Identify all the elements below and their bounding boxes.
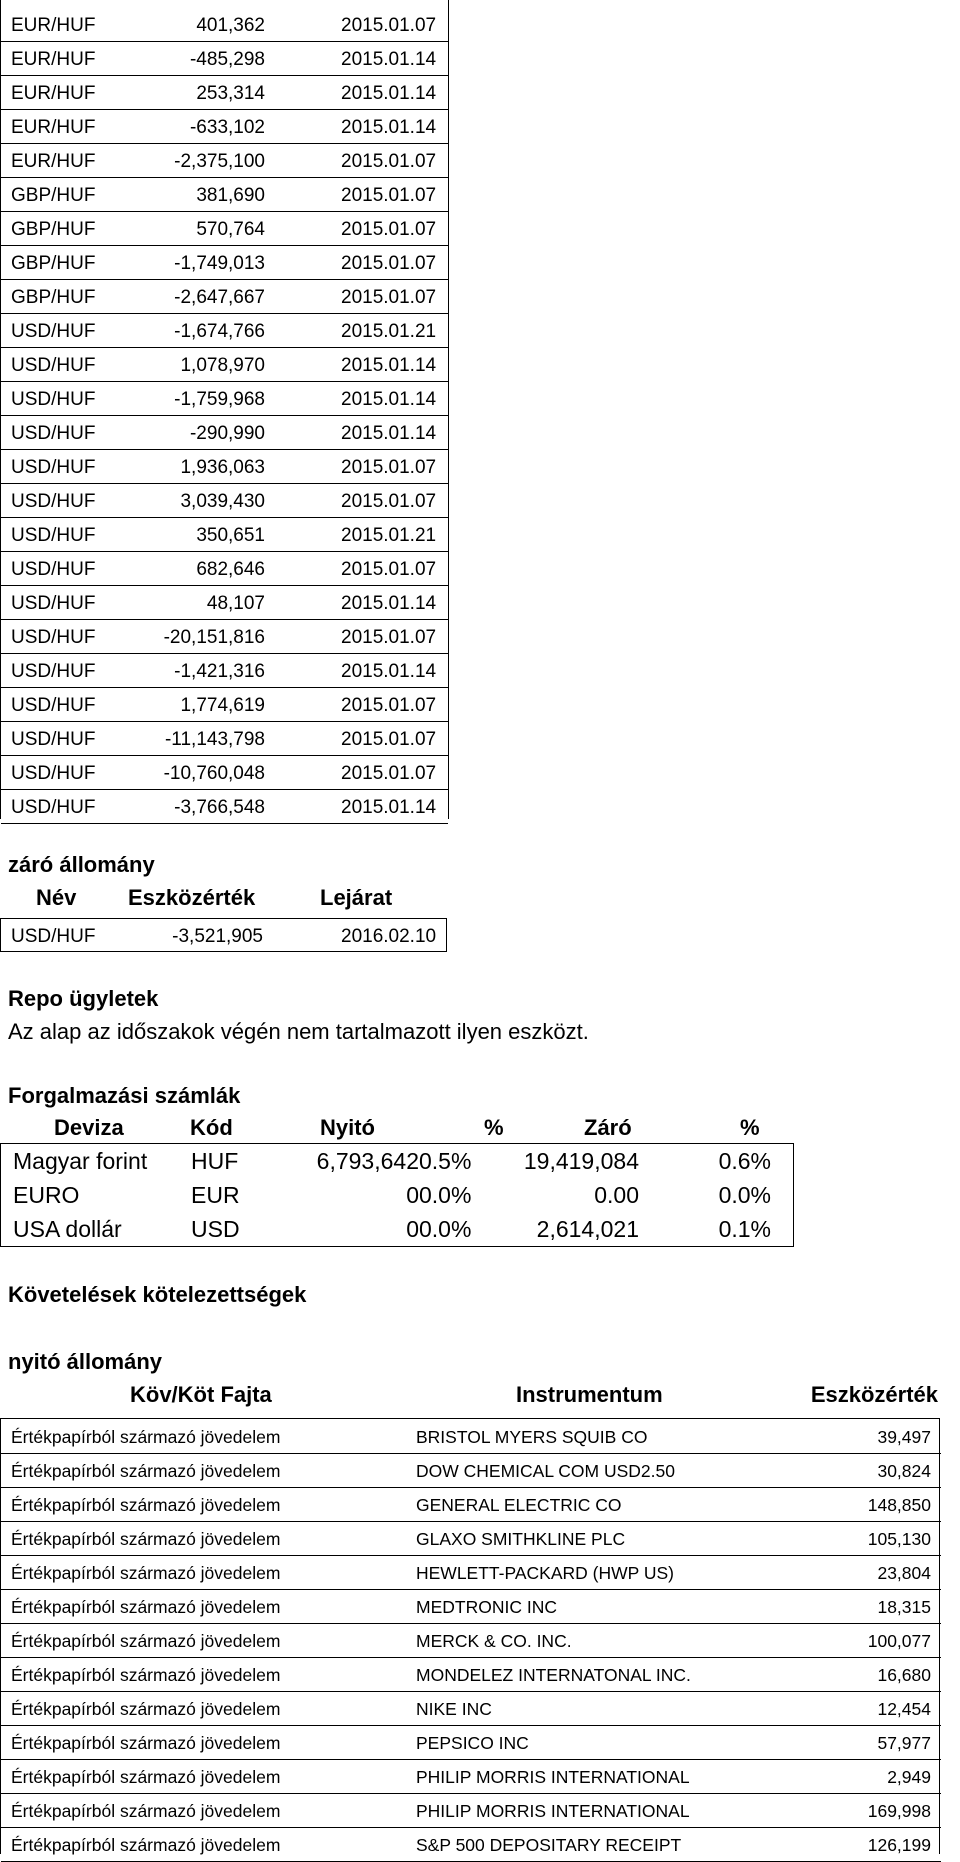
derivative-row [1, 280, 448, 314]
derivative-name: USD/HUF [11, 797, 96, 818]
derivative-date: 2015.01.07 [341, 729, 437, 750]
derivative-value: 1,774,619 [180, 695, 265, 716]
account-pct-open: 0.5% [419, 1148, 472, 1174]
closing-row-date: 2016.02.10 [341, 926, 437, 947]
receivables-title: Követelések kötelezettségek [8, 1282, 307, 1307]
derivative-value: 253,314 [196, 83, 265, 104]
derivative-value: 401,362 [196, 15, 265, 36]
receivables-header-instrument: Instrumentum [516, 1382, 663, 1407]
account-pct-open: 0.0% [419, 1216, 472, 1242]
receivable-value: 12,454 [877, 1699, 931, 1719]
accounts-header-pct2: % [740, 1115, 760, 1140]
derivative-date: 2015.01.21 [341, 321, 437, 342]
derivative-date: 2015.01.07 [341, 695, 437, 716]
receivable-instrument: BRISTOL MYERS SQUIB CO [416, 1427, 648, 1447]
account-row [1, 1144, 795, 1178]
derivative-value: -485,298 [189, 49, 265, 70]
derivative-name: USD/HUF [11, 763, 96, 784]
account-close: 2,614,021 [536, 1216, 639, 1242]
derivative-value: -2,375,100 [174, 151, 265, 172]
derivative-row [1, 246, 448, 280]
derivative-date: 2015.01.21 [341, 525, 437, 546]
derivative-value: -633,102 [189, 117, 265, 138]
derivative-value: -2,647,667 [174, 287, 265, 308]
receivable-row [1, 1827, 941, 1861]
receivable-type: Értékpapírból származó jövedelem [11, 1427, 281, 1447]
receivable-type: Értékpapírból származó jövedelem [11, 1835, 281, 1855]
derivative-row [1, 790, 448, 824]
account-row [1, 1178, 795, 1212]
receivable-row [1, 1759, 941, 1793]
receivable-type: Értékpapírból származó jövedelem [11, 1699, 281, 1719]
derivative-name: USD/HUF [11, 457, 96, 478]
repo-title: Repo ügyletek [8, 986, 159, 1011]
closing-header-value: Eszközérték [128, 885, 256, 910]
account-code: EUR [191, 1182, 240, 1208]
accounts-header-open: Nyitó [320, 1115, 375, 1140]
derivative-value: 48,107 [206, 593, 265, 614]
derivative-name: EUR/HUF [11, 83, 96, 104]
receivable-row [1, 1725, 941, 1759]
derivative-date: 2015.01.07 [341, 287, 437, 308]
accounts-header-close: Záró [584, 1115, 632, 1140]
derivatives-table [0, 0, 449, 819]
receivable-row [1, 1555, 941, 1589]
derivative-name: EUR/HUF [11, 117, 96, 138]
accounts-header-pct1: % [484, 1115, 504, 1140]
derivative-row [1, 76, 448, 110]
account-currency: EURO [13, 1182, 80, 1208]
receivable-instrument: PHILIP MORRIS INTERNATIONAL [416, 1767, 690, 1787]
receivable-value: 2,949 [887, 1767, 931, 1787]
accounts-title: Forgalmazási számlák [8, 1083, 241, 1108]
receivable-type: Értékpapírból származó jövedelem [11, 1767, 281, 1787]
closing-row-value: -3,521,905 [172, 926, 263, 947]
derivative-date: 2015.01.07 [341, 763, 437, 784]
account-code: USD [191, 1216, 240, 1242]
derivative-row [1, 518, 448, 552]
derivative-date: 2015.01.07 [341, 15, 437, 36]
derivative-value: -10,760,048 [163, 763, 265, 784]
derivative-row [1, 42, 448, 76]
derivative-date: 2015.01.14 [341, 797, 437, 818]
derivative-value: 570,764 [196, 219, 265, 240]
derivative-value: -3,766,548 [174, 797, 265, 818]
derivative-date: 2015.01.07 [341, 559, 437, 580]
derivative-date: 2015.01.14 [341, 83, 437, 104]
closing-row [0, 918, 447, 952]
receivable-value: 57,977 [877, 1733, 931, 1753]
derivative-value: -1,421,316 [174, 661, 265, 682]
derivative-value: 3,039,430 [180, 491, 265, 512]
derivative-row [1, 314, 448, 348]
derivative-row [1, 688, 448, 722]
closing-row-name: USD/HUF [11, 926, 96, 947]
account-close: 19,419,084 [523, 1148, 639, 1174]
derivative-date: 2015.01.07 [341, 627, 437, 648]
derivative-name: USD/HUF [11, 559, 96, 580]
receivable-type: Értékpapírból származó jövedelem [11, 1597, 281, 1617]
receivable-type: Értékpapírból származó jövedelem [11, 1733, 281, 1753]
derivative-row [1, 212, 448, 246]
receivable-value: 23,804 [877, 1563, 931, 1583]
derivative-date: 2015.01.14 [341, 423, 437, 444]
receivable-type: Értékpapírból származó jövedelem [11, 1665, 281, 1685]
receivable-instrument: MERCK & CO. INC. [416, 1631, 572, 1651]
receivable-instrument: GENERAL ELECTRIC CO [416, 1495, 622, 1515]
receivable-type: Értékpapírból származó jövedelem [11, 1631, 281, 1651]
derivative-name: USD/HUF [11, 525, 96, 546]
account-pct-close: 0.0% [718, 1182, 771, 1208]
account-pct-close: 0.1% [718, 1216, 771, 1242]
derivative-date: 2015.01.14 [341, 593, 437, 614]
receivables-subtitle: nyitó állomány [8, 1349, 163, 1374]
derivative-value: 1,936,063 [180, 457, 265, 478]
receivable-value: 100,077 [867, 1631, 931, 1651]
closing-title: záró állomány [8, 852, 155, 877]
receivable-instrument: MEDTRONIC INC [416, 1597, 557, 1617]
account-pct-open: 0.0% [419, 1182, 472, 1208]
derivative-name: USD/HUF [11, 389, 96, 410]
receivables-table [0, 1418, 940, 1854]
derivative-row [1, 382, 448, 416]
receivable-value: 169,998 [867, 1801, 931, 1821]
receivable-row [1, 1623, 941, 1657]
receivable-row [1, 1691, 941, 1725]
receivables-header-type: Köv/Köt Fajta [130, 1382, 272, 1407]
receivable-type: Értékpapírból származó jövedelem [11, 1563, 281, 1583]
derivative-name: USD/HUF [11, 661, 96, 682]
derivative-value: -1,674,766 [174, 321, 265, 342]
account-close: 0.00 [594, 1182, 639, 1208]
receivable-value: 126,199 [867, 1835, 931, 1855]
receivable-row [1, 1453, 941, 1487]
derivative-row [1, 178, 448, 212]
derivative-row [1, 348, 448, 382]
receivable-value: 39,497 [877, 1427, 931, 1447]
closing-header-maturity: Lejárat [320, 885, 393, 910]
receivable-value: 16,680 [877, 1665, 931, 1685]
derivative-date: 2015.01.07 [341, 253, 437, 274]
derivative-value: 682,646 [196, 559, 265, 580]
receivable-instrument: DOW CHEMICAL COM USD2.50 [416, 1461, 675, 1481]
derivative-name: GBP/HUF [11, 287, 96, 308]
receivable-instrument: S&P 500 DEPOSITARY RECEIPT [416, 1835, 682, 1855]
closing-header-name: Név [36, 885, 77, 910]
account-open: 0 [406, 1216, 419, 1242]
account-open: 0 [406, 1182, 419, 1208]
repo-text: Az alap az időszakok végén nem tartalmazott ilyen eszközt. [8, 1019, 589, 1044]
receivable-type: Értékpapírból származó jövedelem [11, 1495, 281, 1515]
derivative-row [1, 654, 448, 688]
receivable-row [1, 1589, 941, 1623]
account-code: HUF [191, 1148, 239, 1174]
row-divider [1, 823, 448, 824]
accounts-header-code: Kód [190, 1115, 233, 1140]
receivable-instrument: PEPSICO INC [416, 1733, 529, 1753]
derivative-date: 2015.01.07 [341, 457, 437, 478]
derivative-value: -290,990 [189, 423, 265, 444]
account-pct-close: 0.6% [718, 1148, 771, 1174]
account-open: 6,793,642 [316, 1148, 419, 1174]
receivable-type: Értékpapírból származó jövedelem [11, 1801, 281, 1821]
receivable-row [1, 1521, 941, 1555]
derivative-date: 2015.01.14 [341, 355, 437, 376]
derivative-row [1, 586, 448, 620]
derivative-row [1, 144, 448, 178]
derivative-row [1, 620, 448, 654]
derivative-name: USD/HUF [11, 627, 96, 648]
derivative-name: USD/HUF [11, 695, 96, 716]
derivative-date: 2015.01.14 [341, 49, 437, 70]
receivable-value: 105,130 [867, 1529, 931, 1549]
derivative-name: USD/HUF [11, 593, 96, 614]
derivative-name: USD/HUF [11, 729, 96, 750]
derivative-date: 2015.01.14 [341, 117, 437, 138]
derivative-row [1, 450, 448, 484]
derivative-name: GBP/HUF [11, 185, 96, 206]
derivative-date: 2015.01.07 [341, 185, 437, 206]
derivative-date: 2015.01.14 [341, 389, 437, 410]
derivative-date: 2015.01.07 [341, 219, 437, 240]
receivable-instrument: PHILIP MORRIS INTERNATIONAL [416, 1801, 690, 1821]
derivative-date: 2015.01.07 [341, 151, 437, 172]
derivative-name: EUR/HUF [11, 15, 96, 36]
receivable-instrument: NIKE INC [416, 1699, 492, 1719]
derivative-row [1, 722, 448, 756]
receivable-instrument: HEWLETT-PACKARD (HWP US) [416, 1563, 674, 1583]
receivable-type: Értékpapírból származó jövedelem [11, 1461, 281, 1481]
receivable-instrument: MONDELEZ INTERNATONAL INC. [416, 1665, 691, 1685]
receivable-row [1, 1487, 941, 1521]
derivative-row [1, 756, 448, 790]
derivative-value: 350,651 [196, 525, 265, 546]
receivables-header-value: Eszközérték [810, 1382, 938, 1407]
derivative-name: GBP/HUF [11, 253, 96, 274]
derivative-row [1, 8, 448, 42]
receivable-row [1, 1657, 941, 1691]
derivative-row [1, 552, 448, 586]
receivable-instrument: GLAXO SMITHKLINE PLC [416, 1529, 626, 1549]
derivative-value: -1,749,013 [174, 253, 265, 274]
accounts-header-currency: Deviza [54, 1115, 124, 1140]
derivative-value: -20,151,816 [163, 627, 265, 648]
derivative-value: -11,143,798 [164, 729, 265, 750]
derivative-row [1, 416, 448, 450]
derivative-date: 2015.01.14 [341, 661, 437, 682]
receivable-type: Értékpapírból származó jövedelem [11, 1529, 281, 1549]
derivative-name: USD/HUF [11, 423, 96, 444]
derivative-name: USD/HUF [11, 491, 96, 512]
account-currency: Magyar forint [13, 1148, 148, 1174]
accounts-table [0, 1143, 794, 1247]
receivable-row [1, 1419, 941, 1453]
derivative-name: USD/HUF [11, 355, 96, 376]
derivative-row [1, 110, 448, 144]
receivable-value: 18,315 [877, 1597, 931, 1617]
account-row [1, 1212, 795, 1246]
receivable-value: 30,824 [877, 1461, 931, 1481]
derivative-value: 381,690 [196, 185, 265, 206]
derivative-name: EUR/HUF [11, 151, 96, 172]
derivative-name: USD/HUF [11, 321, 96, 342]
derivative-value: 1,078,970 [180, 355, 265, 376]
derivative-row [1, 484, 448, 518]
account-currency: USA dollár [13, 1216, 122, 1242]
receivable-value: 148,850 [867, 1495, 931, 1515]
derivative-name: EUR/HUF [11, 49, 96, 70]
derivative-date: 2015.01.07 [341, 491, 437, 512]
derivative-name: GBP/HUF [11, 219, 96, 240]
receivable-row [1, 1793, 941, 1827]
derivative-value: -1,759,968 [174, 389, 265, 410]
